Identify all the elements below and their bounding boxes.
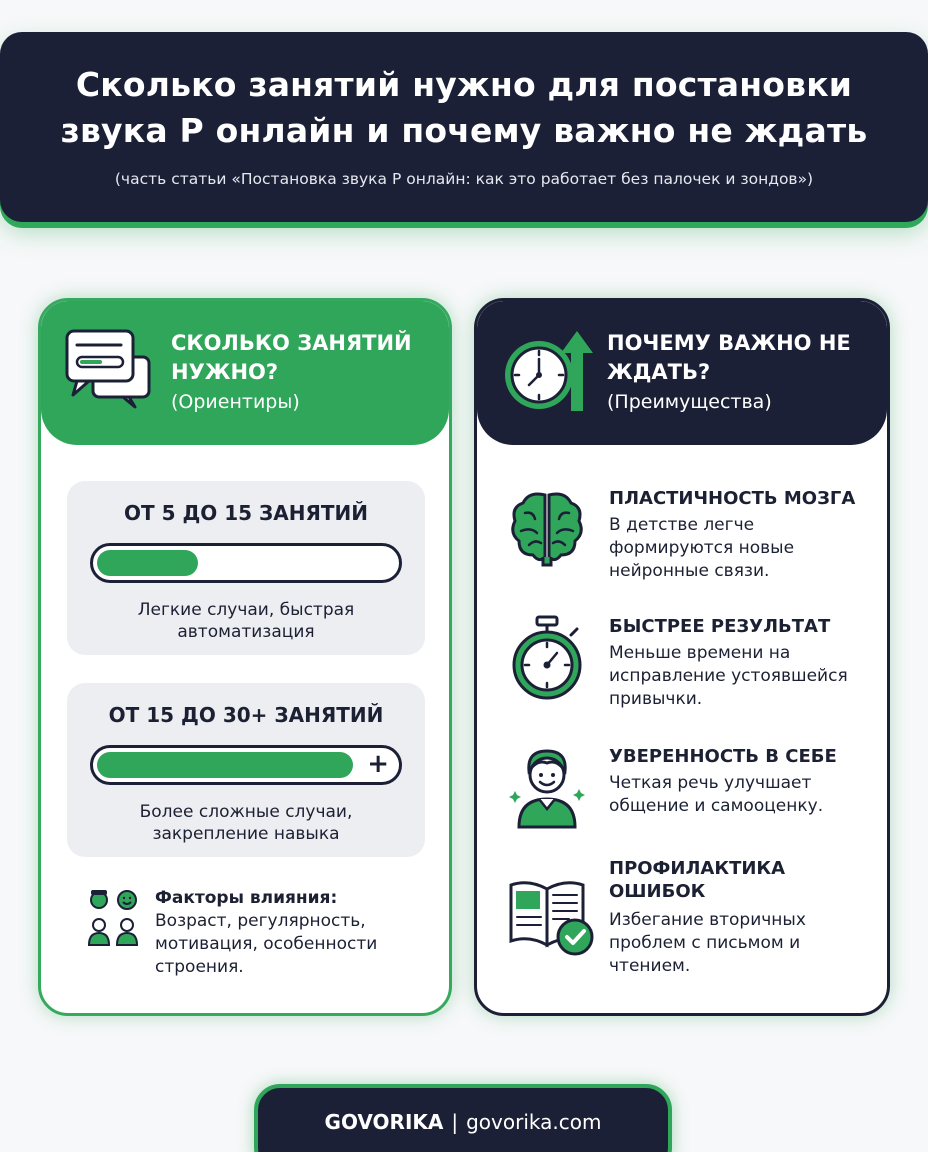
benefits-card-title: ПОЧЕМУ ВАЖНО НЕ ЖДАТЬ? — [607, 331, 851, 384]
range-box-long — [67, 683, 425, 857]
benefit-self-confidence — [507, 745, 877, 855]
benefit-description: Избегание вторичных проблем с письмом и чтением. — [609, 910, 806, 976]
range-title: ОТ 5 ДО 15 ЗАНЯТИЙ — [123, 501, 368, 525]
factors-description: Возраст, регулярность, мотивация, особенности строения. — [155, 911, 378, 977]
benefits-card — [474, 298, 890, 1016]
progress-bar-short — [90, 543, 402, 583]
plus-icon: + — [367, 749, 389, 779]
progress-fill — [97, 752, 353, 778]
website-link[interactable]: govorika.com — [466, 1110, 602, 1134]
benefit-description: В детстве легче формируются новые нейронные связи. — [609, 515, 795, 581]
chat-progress-icon — [63, 327, 155, 415]
range-desc-line-2: закрепление навыка — [152, 824, 340, 844]
brain-icon — [507, 487, 587, 571]
benefit-description: Четкая речь улучшает общение и самооценку. — [609, 773, 824, 816]
progress-fill — [97, 550, 198, 576]
benefit-brain-plasticity — [507, 487, 877, 597]
clock-arrow-icon — [499, 327, 595, 419]
benefit-faster-result — [507, 615, 877, 725]
benefit-title: БЫСТРЕЕ РЕЗУЛЬТАТ — [609, 616, 831, 637]
sessions-card — [38, 298, 452, 1016]
sessions-card-header — [41, 301, 449, 445]
footer-separator: | — [451, 1110, 459, 1134]
stopwatch-icon — [507, 615, 587, 705]
range-box-short — [67, 481, 425, 655]
range-description — [67, 599, 425, 643]
sessions-card-title: СКОЛЬКО ЗАНЯТИЙ НУЖНО? — [171, 331, 412, 384]
book-check-icon — [507, 879, 597, 961]
factors-text — [155, 887, 445, 979]
benefits-card-subtitle: (Преимущества) — [607, 391, 772, 413]
benefit-description: Меньше времени на исправление устоявшейся привычки. — [609, 643, 848, 709]
progress-bar-long — [90, 745, 402, 785]
range-desc-line-1: Легкие случаи, быстрая — [137, 600, 355, 620]
range-desc-line-1: Более сложные случаи, — [139, 802, 353, 822]
benefits-card-header — [477, 301, 887, 445]
page-title — [0, 62, 928, 154]
range-description — [67, 801, 425, 845]
benefit-error-prevention — [507, 857, 877, 976]
range-title: ОТ 15 ДО 30+ ЗАНЯТИЙ — [108, 703, 384, 727]
title-line-2: звука Р онлайн и почему важно не ждать — [60, 111, 868, 150]
header-banner — [0, 32, 928, 222]
benefit-title: УВЕРЕННОСТЬ В СЕБЕ — [609, 746, 837, 767]
footer-brand-bar — [254, 1084, 672, 1152]
sessions-card-subtitle: (Ориентиры) — [171, 391, 300, 413]
smiling-child-icon — [507, 745, 587, 833]
page-subtitle: (часть статьи «Постановка звука Р онлайн: как это работает без палочек и зондов») — [114, 170, 814, 188]
people-group-icon — [83, 887, 143, 951]
title-line-1: Сколько занятий нужно для постановки — [75, 65, 853, 104]
range-desc-line-2: автоматизация — [177, 622, 315, 642]
benefit-title: ПРОФИЛАКТИКА ОШИБОК — [609, 858, 786, 902]
brand-name: GOVORIKA — [324, 1110, 444, 1134]
benefit-title: ПЛАСТИЧНОСТЬ МОЗГА — [609, 488, 856, 509]
factors-title: Факторы влияния: — [155, 888, 338, 908]
